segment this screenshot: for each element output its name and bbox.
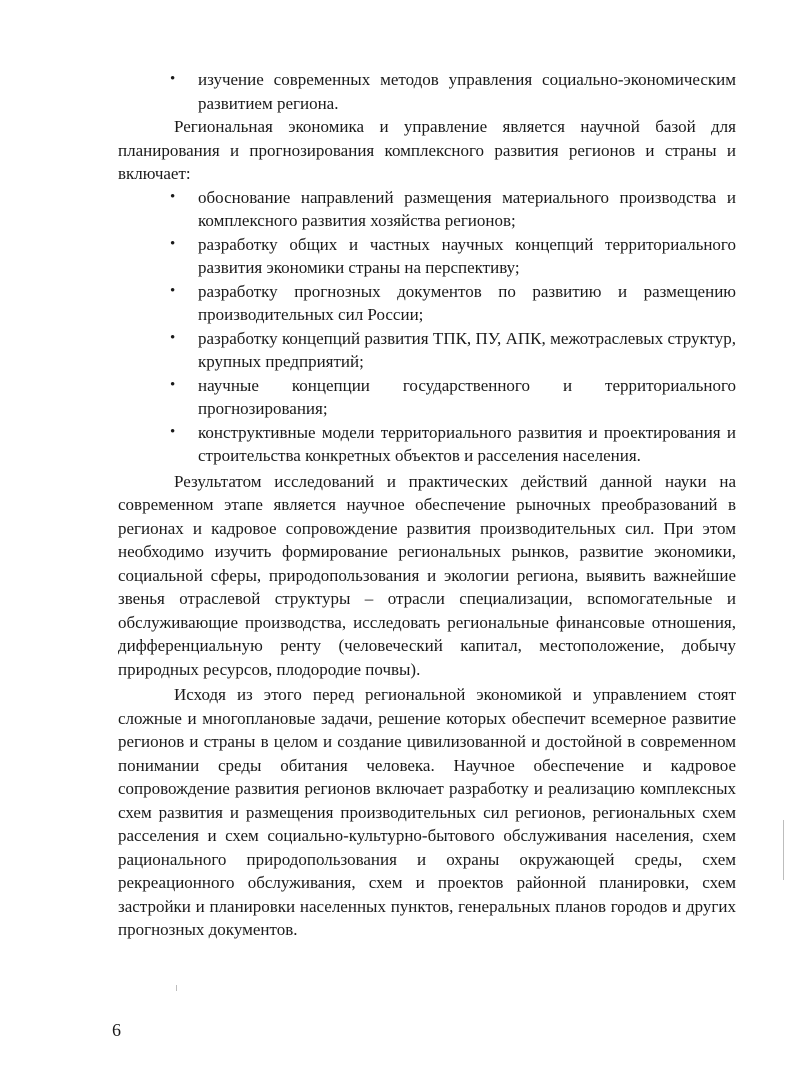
page-number: 6 (112, 1020, 121, 1040)
bullet-item (118, 374, 736, 421)
bullet-item (118, 233, 736, 280)
bullet-text: разработку прогнозных документов по развитию и размещению производительных сил России; (198, 281, 736, 324)
bullet-icon: • (170, 235, 176, 252)
bullet-item (118, 68, 736, 115)
bullet-icon: • (170, 188, 176, 205)
bullet-text: обоснование направлений размещения материального производства и комплексного развития хозяйства регионов; (198, 187, 736, 230)
paragraph-tasks: Исходя из этого перед региональной экономикой и управлением стоят сложные и многоплановые задачи, решение которых обеспечит всемерное развитие регионов и страны в целом и создание цивилизованной и достойной в современном понимании среды обитания человека. Научное обеспечение и кадровое сопровождение развития регионов включает разработку и реализацию комплексных схем развития и размещения производительных сил регионов, региональных схем расселения и схем социально-культурно-бытового обслуживания населения, схем рационального природопользования и охраны окружающей среды, схем рекреационного обслуживания, схем и проектов районной планировки, схем застройки и планировки населенных пунктов, генеральных планов городов и других прогнозных документов. (118, 685, 736, 939)
bullet-text: разработку общих и частных научных концепций территориального развития экономики страны на перспективу; (198, 234, 736, 277)
paragraph-intro: Региональная экономика и управление является научной базой для планирования и прогнозирования комплексного развития регионов и страны и включает: (118, 117, 736, 183)
bullet-icon: • (170, 423, 176, 440)
bullet-icon: • (170, 71, 176, 87)
bullet-item (118, 186, 736, 233)
paragraph-results: Результатом исследований и практических действий данной науки на современном этапе является научное обеспечение рыночных преобразований в регионах и кадровое сопровождение развития производительных сил. При этом необходимо изучить формирование региональных рынков, развитие экономики, социальной сферы, природопользования и экологии региона, выявить важнейшие звенья отраслевой структуры – отрасли специализации, вспомогательные и обслуживающие производства, исследовать региональные финансовые отношения, дифференциальную ренту (человеческий капитал, местоположение, добычу природных ресурсов, плодородие почвы). (118, 471, 736, 679)
bullet-text: конструктивные модели территориального развития и проектирования и строительства конкретных объектов и расселения населения. (198, 422, 736, 465)
bullet-item (118, 280, 736, 327)
scan-artifact-line (783, 820, 784, 880)
text-block (118, 68, 736, 942)
bullet-icon: • (170, 282, 176, 299)
bullet-text: изучение современных методов управления социально-экономическим развитием региона. (198, 70, 736, 113)
bullet-text: научные концепции государственного и территориального прогнозирования; (198, 375, 736, 418)
bullet-icon: • (170, 329, 176, 346)
scan-artifact-line (176, 985, 177, 991)
bullet-text: разработку концепций развития ТПК, ПУ, АПК, межотраслевых структур, крупных предприятий; (198, 328, 736, 371)
bullet-item (118, 327, 736, 374)
bullet-icon: • (170, 376, 176, 393)
bullet-item (118, 421, 736, 468)
